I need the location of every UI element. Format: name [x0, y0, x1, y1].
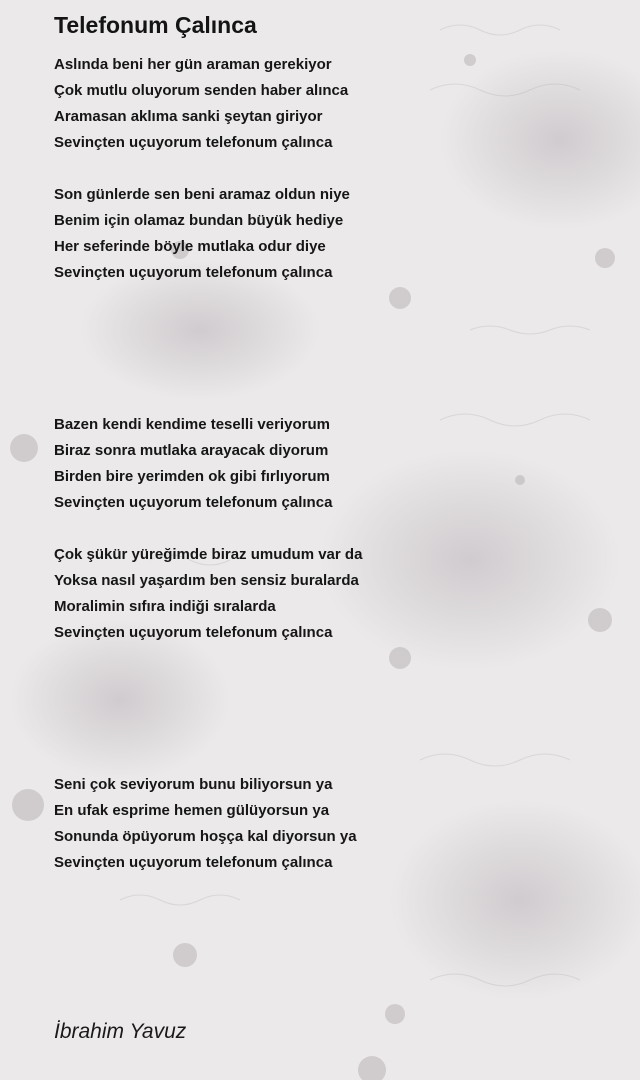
poem-author: İbrahim Yavuz [54, 1020, 187, 1043]
poem-line: Sevinçten uçuyorum telefonum çalınca [54, 854, 333, 871]
poem-line: Sevinçten uçuyorum telefonum çalınca [54, 134, 333, 151]
poem-line: Moralimin sıfıra indiği sıralarda [54, 598, 276, 615]
poem-line: Sevinçten uçuyorum telefonum çalınca [54, 494, 333, 511]
poem-line: Biraz sonra mutlaka arayacak diyorum [54, 442, 329, 459]
poem-line: Sevinçten uçuyorum telefonum çalınca [54, 624, 333, 641]
poem-line: Birden bire yerimden ok gibi fırlıyorum [54, 468, 330, 485]
poem-line: Bazen kendi kendime teselli veriyorum [54, 416, 330, 433]
poem-line: Aslında beni her gün araman gerekiyor [54, 56, 332, 73]
poem-line: Seni çok seviyorum bunu biliyorsun ya [54, 776, 333, 793]
poem-line: Sonunda öpüyorum hoşça kal diyorsun ya [54, 828, 357, 845]
poem-line: Son günlerde sen beni aramaz oldun niye [54, 186, 350, 203]
poem-line: Aramasan aklıma sanki şeytan giriyor [54, 108, 323, 125]
poem-line: Çok mutlu oluyorum senden haber alınca [54, 82, 349, 99]
poem-line: Çok şükür yüreğimde biraz umudum var da [54, 546, 363, 563]
poem-line: En ufak esprime hemen gülüyorsun ya [54, 802, 330, 819]
poem-line: Sevinçten uçuyorum telefonum çalınca [54, 264, 333, 281]
poem-title: Telefonum Çalınca [54, 12, 257, 38]
poem-line: Yoksa nasıl yaşardım ben sensiz buralarda [54, 572, 359, 589]
poem-line: Her seferinde böyle mutlaka odur diye [54, 238, 326, 255]
poem-line: Benim için olamaz bundan büyük hediye [54, 212, 344, 229]
